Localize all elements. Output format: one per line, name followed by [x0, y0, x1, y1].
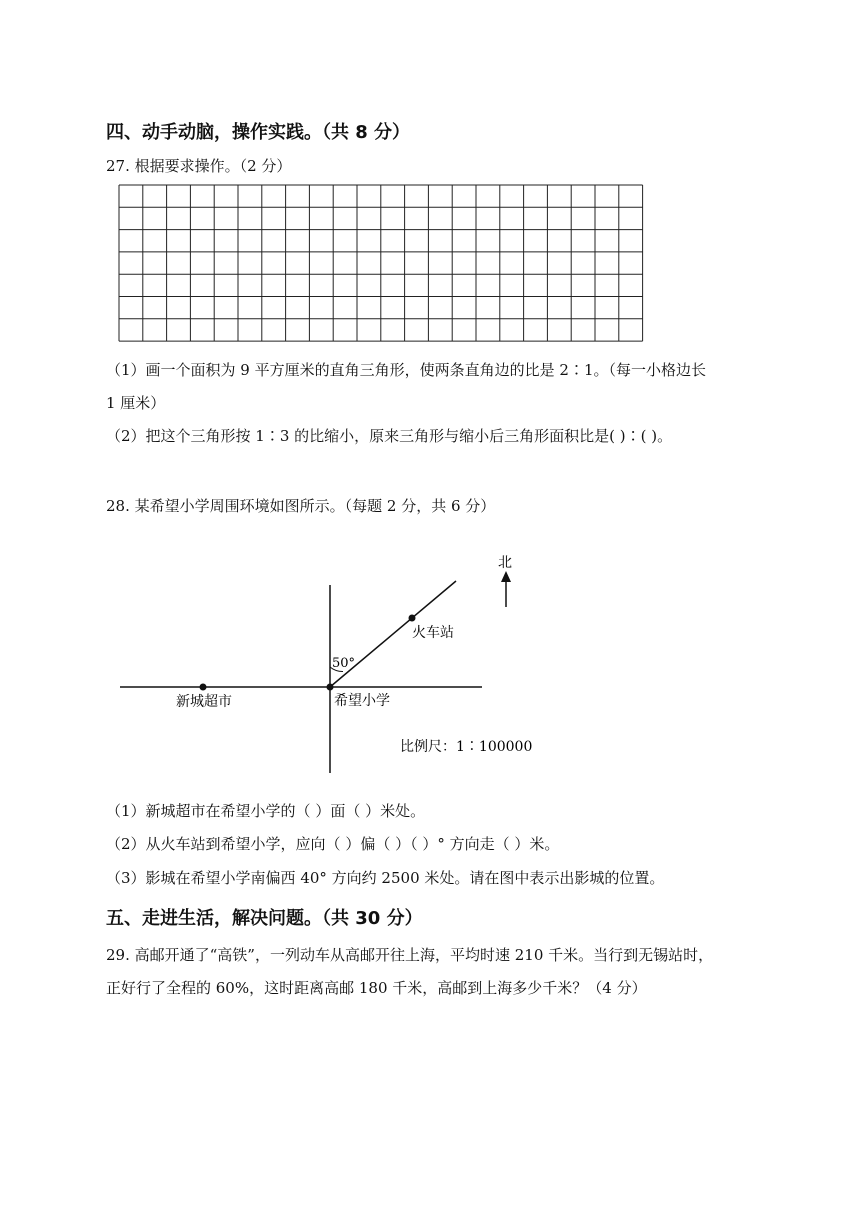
angle-label: 50°: [332, 656, 356, 671]
q27-part1-line2: 1 厘米）: [106, 394, 166, 412]
school-point: [327, 684, 334, 691]
scale-label: 比例尺：1∶100000: [400, 739, 533, 755]
section-4-heading: 四、动手动脑，操作实践。（共 8 分）: [106, 122, 411, 143]
grid-paper: [118, 184, 646, 342]
q28-part2: （2）从火车站到希望小学，应向（ ）偏（ ）（ ）° 方向走（ ）米。: [106, 835, 560, 853]
q28-part1: （1）新城超市在希望小学的（ ）面（ ）米处。: [106, 802, 426, 820]
station-point: [409, 615, 416, 622]
north-arrow-head: [501, 571, 511, 582]
q27-part2: （2）把这个三角形按 1∶3 的比缩小，原来三角形与缩小后三角形面积比是( )∶( )。: [106, 427, 673, 445]
q28-part3: （3）影城在希望小学南偏西 40° 方向约 2500 米处。请在图中表示出影城的位置。: [106, 869, 665, 887]
station-label: 火车站: [412, 625, 454, 641]
market-label: 新城超市: [176, 694, 232, 710]
map-diagram: [110, 545, 550, 780]
q29-line1: 29. 高邮开通了“高铁”，一列动车从高邮开往上海，平均时速 210 千米。当行到无锡站时，: [106, 946, 714, 964]
section-5-heading: 五、走进生活，解决问题。（共 30 分）: [106, 908, 423, 929]
market-point: [200, 684, 207, 691]
question-27-title: 27. 根据要求操作。（2 分）: [106, 157, 292, 175]
q27-part1-line1: （1）画一个面积为 9 平方厘米的直角三角形，使两条直角边的比是 2∶1。（每一小格边长: [106, 361, 706, 379]
q29-line2: 正好行了全程的 60%，这时距离高邮 180 千米，高邮到上海多少千米？（4 分）: [106, 979, 647, 997]
north-label: 北: [498, 555, 512, 571]
question-28-title: 28. 某希望小学周围环境如图所示。（每题 2 分，共 6 分）: [106, 497, 496, 515]
school-label: 希望小学: [334, 693, 390, 709]
